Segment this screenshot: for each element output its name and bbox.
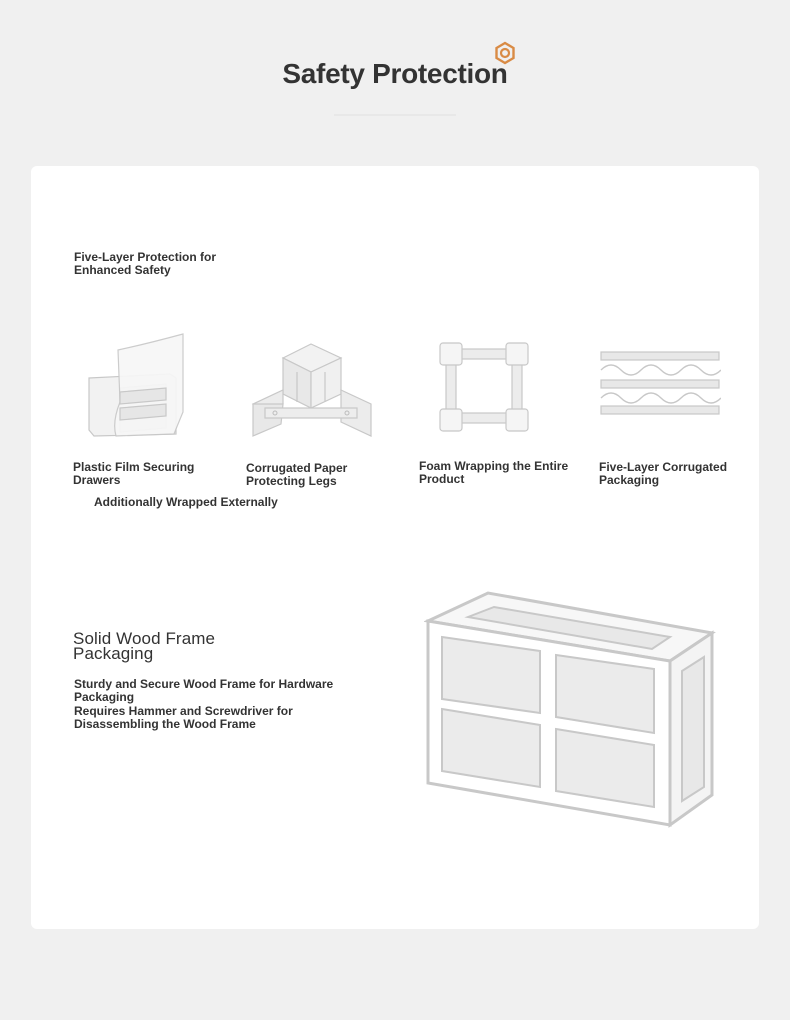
wood-line-1: Sturdy and Secure Wood Frame for Hardware Packaging — [74, 677, 334, 704]
page-title-text: Safety Protection — [282, 58, 508, 89]
intro-heading: Five-Layer Protection for Enhanced Safety — [74, 250, 217, 277]
hexagon-nut-icon — [494, 41, 516, 65]
page-title — [282, 58, 507, 90]
wood-crate-icon — [424, 591, 716, 829]
layer-label-3: Foam Wrapping the Entire Product — [419, 459, 569, 486]
layer-label-4: Five-Layer Corrugated Packaging — [599, 460, 728, 487]
wood-heading: Solid Wood Frame Packaging — [73, 629, 216, 663]
layer-label-1: Plastic Film Securing Drawers — [73, 460, 195, 487]
layer-label-2: Corrugated Paper Protecting Legs — [246, 461, 348, 488]
corner-protector-icon — [251, 342, 373, 438]
title-area — [0, 58, 790, 90]
corrugated-layers-icon — [599, 350, 721, 418]
drawer-film-icon — [86, 332, 186, 438]
extra-note: Additionally Wrapped Externally — [94, 495, 278, 509]
wood-line-2: Requires Hammer and Screwdriver for Disassembling the Wood Frame — [74, 704, 293, 731]
title-underline — [334, 114, 456, 116]
foam-frame-icon — [438, 341, 530, 433]
content-card — [31, 166, 759, 929]
